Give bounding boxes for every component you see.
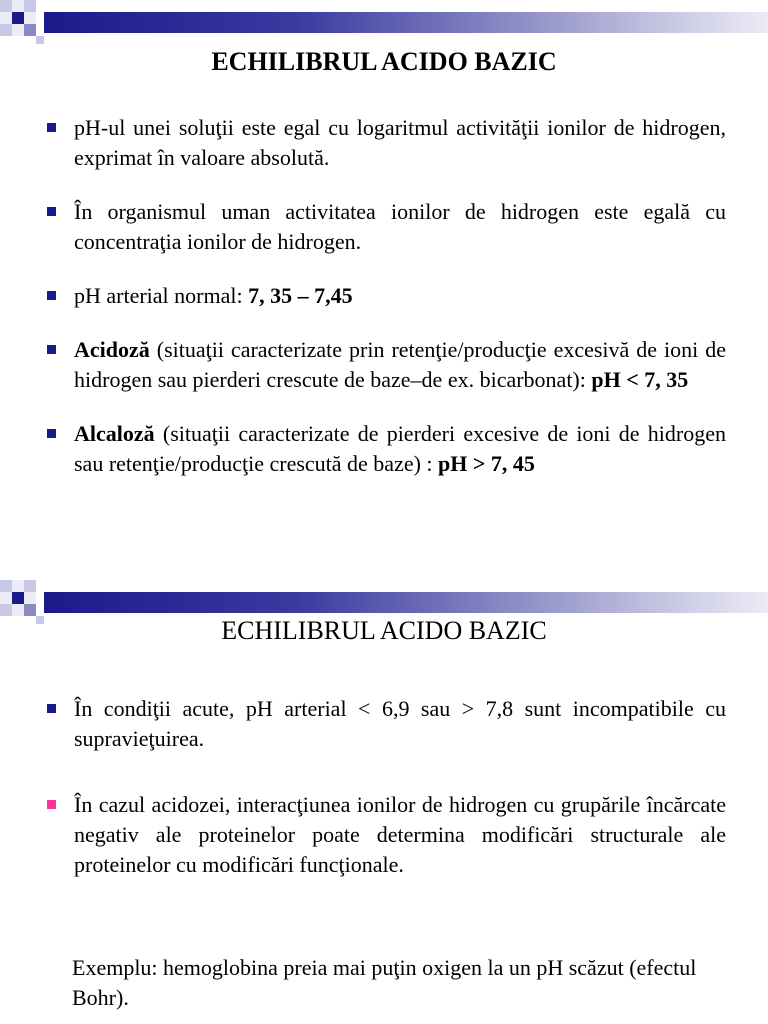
decor-square	[12, 604, 24, 616]
square-bullet-icon	[47, 800, 56, 809]
decor-square	[24, 0, 36, 12]
list-item	[44, 281, 726, 311]
term-alcaloza: Alcaloză	[74, 421, 155, 446]
bullet-text: pH arterial normal:	[74, 283, 249, 308]
decor-square	[0, 0, 12, 12]
list-item	[44, 335, 726, 395]
list-item	[44, 197, 726, 257]
list-item	[44, 113, 726, 173]
decor-square	[0, 604, 12, 616]
acidoza-ph: pH < 7, 35	[591, 367, 689, 392]
alcaloza-ph: pH > 7, 45	[438, 451, 535, 476]
list-item	[44, 694, 726, 754]
bullet-text: În condiţii acute, pH arterial < 6,9 sau > 7,8 sunt incompatibile cu supravieţuirea.	[74, 696, 726, 751]
bullet-list	[44, 694, 726, 916]
slide-2	[0, 512, 768, 1024]
square-bullet-icon	[47, 704, 56, 713]
term-acidoza: Acidoză	[74, 337, 150, 362]
decor-square	[24, 24, 36, 36]
header-decoration	[0, 0, 768, 48]
bullet-text: (situaţii caracterizate de pierderi excesive de ioni de hidrogen sau retenţie/producţie crescută de baze) :	[74, 421, 726, 476]
decor-square	[12, 0, 24, 12]
bullet-text: pH-ul unei soluţii este egal cu logaritmul activităţii ionilor de hidrogen, exprimat în valoare absolută.	[74, 115, 726, 170]
bullet-text: În cazul acidozei, interacţiunea ionilor de hidrogen cu grupările încărcate negativ ale proteinelor poate determina modificări structurale ale proteinelor cu modificări funcţionale.	[74, 792, 726, 877]
slide-title: ECHILIBRUL ACIDO BAZIC	[211, 47, 557, 76]
decor-square	[0, 24, 12, 36]
square-bullet-icon	[47, 291, 56, 300]
decor-square	[0, 580, 12, 592]
bullet-list	[44, 113, 726, 503]
square-bullet-icon	[47, 345, 56, 354]
decor-square	[12, 12, 24, 24]
bullet-text: (situaţii caracterizate prin retenţie/producţie excesivă de ioni de hidrogen sau pierderi crescute de baze–de ex. bicarbonat):	[74, 337, 726, 392]
decor-square	[24, 12, 36, 24]
normal-ph-range: 7, 35 – 7,45	[248, 283, 353, 308]
decor-square	[24, 592, 36, 604]
decor-square	[12, 580, 24, 592]
decor-square	[0, 12, 12, 24]
header-gradient-bar	[44, 12, 768, 33]
decor-square	[36, 36, 44, 44]
example-note: Exemplu: hemoglobina preia mai puţin oxigen la un pH scăzut (efectul Bohr).	[72, 955, 697, 1010]
decor-square	[12, 592, 24, 604]
square-bullet-icon	[47, 123, 56, 132]
square-bullet-icon	[47, 429, 56, 438]
decor-square	[0, 592, 12, 604]
decor-square	[24, 580, 36, 592]
header-gradient-bar	[44, 592, 768, 613]
decor-square	[12, 24, 24, 36]
list-item	[44, 419, 726, 479]
slide-title: ECHILIBRUL ACIDO BAZIC	[221, 616, 547, 645]
list-item	[44, 790, 726, 880]
bullet-text: În organismul uman activitatea ionilor de hidrogen este egală cu concentraţia ionilor de hidrogen.	[74, 199, 726, 254]
decor-square	[24, 604, 36, 616]
square-bullet-icon	[47, 207, 56, 216]
